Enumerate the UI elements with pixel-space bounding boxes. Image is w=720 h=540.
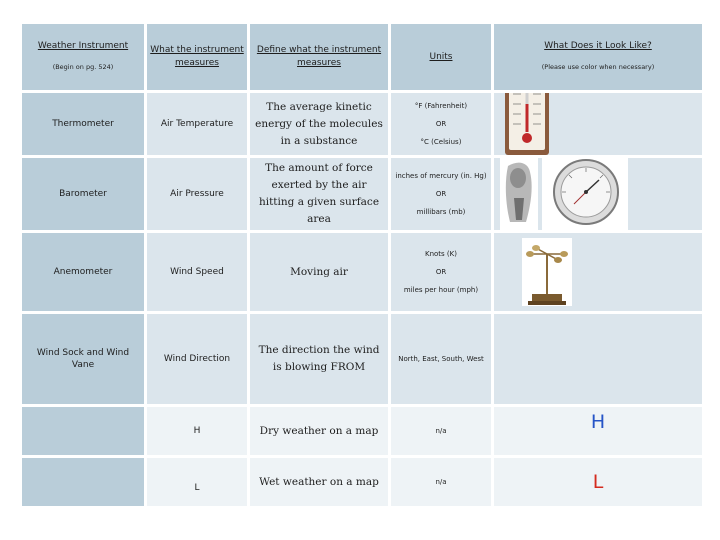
row-barometer-measures: Air Pressure <box>147 158 247 230</box>
header-instrument <box>22 24 144 90</box>
row-anemometer-look <box>494 233 702 311</box>
anemometer-image <box>522 238 572 306</box>
row-thermometer-units <box>391 93 491 155</box>
row-l-units: n/a <box>391 458 491 506</box>
row-barometer-define: The amount of force exerted by the air hitting a given surface area <box>250 158 388 230</box>
thermometer-image <box>504 93 550 155</box>
row-l-define: Wet weather on a map <box>250 458 388 506</box>
header-units-label: Units <box>429 51 453 62</box>
units-knots: Knots (K) <box>425 250 457 258</box>
units-mph: miles per hour (mph) <box>403 286 479 294</box>
row-thermometer-define: The average kinetic energy of the molecules in a substance <box>250 93 388 155</box>
header-look <box>494 24 702 90</box>
row-windsock-units: North, East, South, West <box>391 314 491 404</box>
row-l-look <box>494 458 702 506</box>
row-barometer-look <box>494 158 702 230</box>
row-thermometer-measures: Air Temperature <box>147 93 247 155</box>
header-measures-label: What the instrument measures <box>150 45 244 68</box>
header-define-label: Define what the instrument measures <box>256 45 382 68</box>
row-h-units: n/a <box>391 407 491 455</box>
row-windsock-measures: Wind Direction <box>147 314 247 404</box>
high-pressure-symbol: H <box>590 411 606 433</box>
row-h-measures: H <box>147 407 247 455</box>
units-or: OR <box>435 120 447 128</box>
units-fahrenheit: °F (Fahrenheit) <box>414 102 468 110</box>
header-define <box>250 24 388 90</box>
row-barometer-units <box>391 158 491 230</box>
header-measures <box>147 24 247 90</box>
low-pressure-symbol: L <box>592 471 604 493</box>
row-l-instrument <box>22 458 144 506</box>
row-anemometer-instrument: Anemometer <box>22 233 144 311</box>
row-thermometer-instrument: Thermometer <box>22 93 144 155</box>
row-barometer-instrument: Barometer <box>22 158 144 230</box>
units-or: OR <box>435 190 447 198</box>
row-h-define: Dry weather on a map <box>250 407 388 455</box>
row-anemometer-units <box>391 233 491 311</box>
units-inches-mercury: inches of mercury (in. Hg) <box>395 172 487 180</box>
barometer-image <box>500 158 630 230</box>
row-l-measures: L <box>147 458 247 506</box>
header-look-label: What Does it Look Like? <box>544 41 652 51</box>
row-anemometer-measures: Wind Speed <box>147 233 247 311</box>
row-thermometer-look <box>494 93 702 155</box>
units-or: OR <box>435 268 447 276</box>
units-millibars: millibars (mb) <box>416 208 466 216</box>
header-instrument-sub: (Begin on pg. 524) <box>52 63 114 71</box>
header-instrument-label: Weather Instrument <box>37 41 129 51</box>
row-windsock-instrument: Wind Sock and Wind Vane <box>22 314 144 404</box>
row-windsock-look <box>494 314 702 404</box>
row-anemometer-define: Moving air <box>250 233 388 311</box>
units-celsius: °C (Celsius) <box>420 138 462 146</box>
row-windsock-define: The direction the wind is blowing FROM <box>250 314 388 404</box>
weather-instrument-table <box>22 24 690 496</box>
row-h-look <box>494 407 702 455</box>
row-h-instrument <box>22 407 144 455</box>
header-units <box>391 24 491 90</box>
header-look-sub: (Please use color when necessary) <box>541 63 655 71</box>
